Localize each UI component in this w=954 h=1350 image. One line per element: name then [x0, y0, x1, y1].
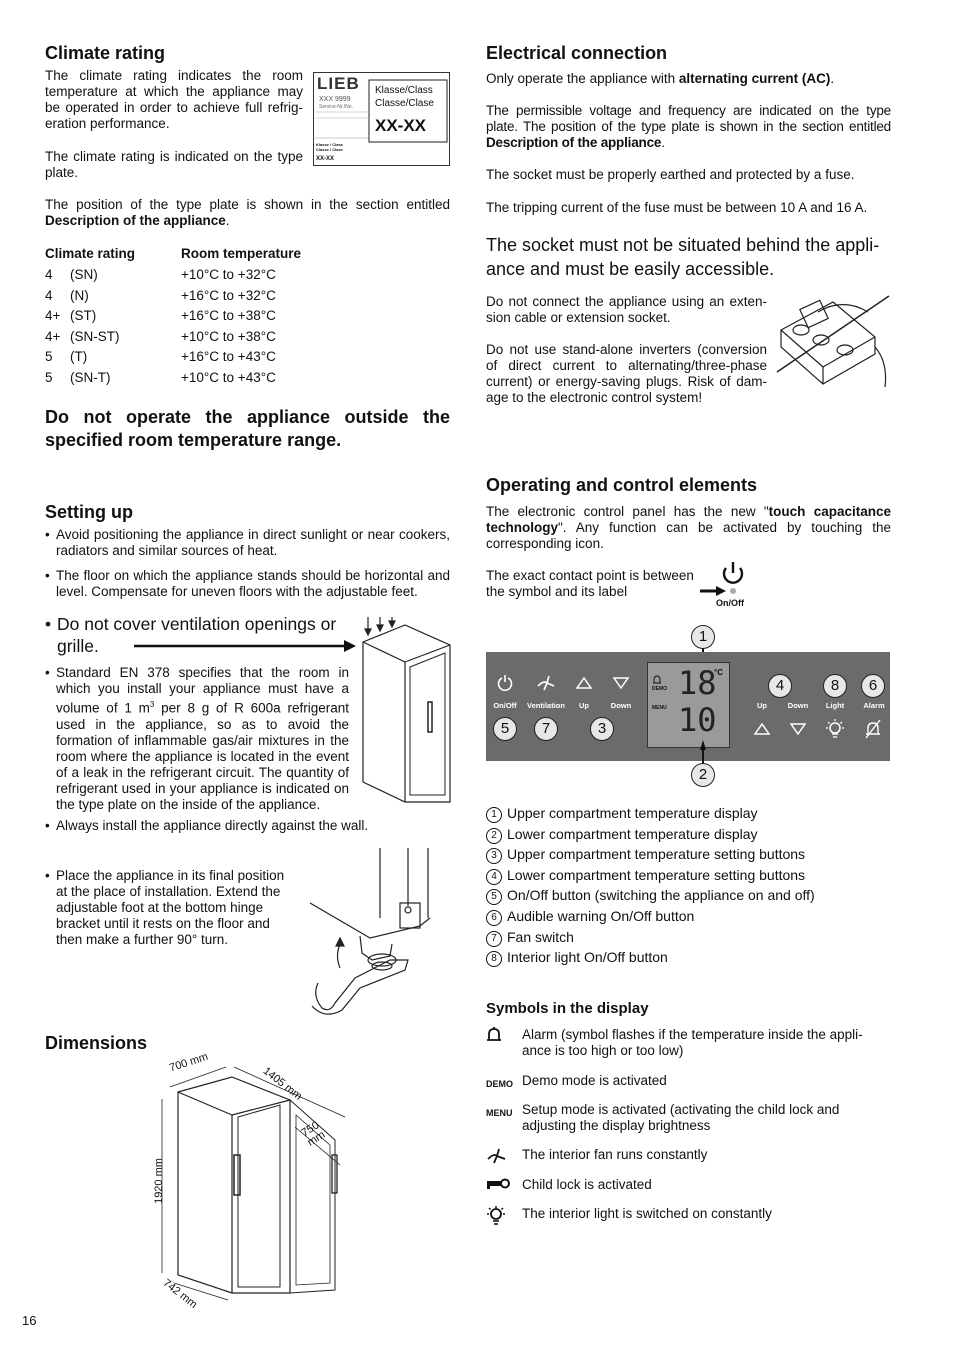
type-plate-small-value: XX-XX — [316, 156, 335, 162]
legend-text: On/Off button (switching the appliance on and off) — [507, 887, 815, 904]
panel-label-lower-down: Down — [787, 701, 809, 710]
setting-up-item-floor: • The floor on which the appliance stands should be horizontal and level. Compensate for uneven floors with the adjustable feet. — [45, 568, 450, 600]
on-off-icon[interactable] — [496, 674, 514, 692]
setting-up-list-2 — [45, 665, 349, 813]
legend-text: Lower compartment temperature setting buttons — [507, 866, 806, 883]
legend-item — [486, 824, 891, 845]
climate-temp-range: +16°C to +32°C — [181, 287, 276, 303]
climate-temp-range: +16°C to +38°C — [181, 308, 276, 323]
symbol-alarm-text: Alarm (symbol flashes if the temperature inside the appli-ance is too high or too low) — [522, 1027, 863, 1058]
legend-number: 6 — [486, 910, 502, 926]
setting-up-list-3 — [45, 818, 450, 834]
climate-table-row — [45, 308, 301, 329]
setting-up-item-foot: • Place the appliance in its final position at the place of installation. Extend the adjustable foot at the bottom hinge bracket until it rests on the floor and then make a further 90° turn. — [45, 868, 298, 948]
upper-down-icon[interactable] — [612, 676, 630, 690]
setting-up-list — [45, 527, 450, 600]
panel-label-light: Light — [825, 701, 845, 710]
ventilation-arrow — [134, 636, 356, 656]
legend-text: Lower compartment temperature display — [507, 825, 758, 842]
adjustable-foot-illustration — [300, 848, 435, 1016]
ventilation-warning: • Do not cover ventilation openings or grille. — [45, 614, 337, 656]
display-menu-tag: MENU — [652, 705, 667, 711]
operating-intro: The electronic control panel has the new "touch capacitance technology". Any function can be activated by touching the corresponding icon. — [486, 504, 891, 551]
electrical-heading: Electrical connection — [486, 43, 668, 63]
legend-number: 4 — [486, 869, 502, 885]
legend-text: Upper compartment temperature display — [507, 805, 758, 821]
electrical-fuse-text: The tripping current of the fuse must be between 10 A and 16 A. — [486, 200, 868, 215]
contact-point-label: On/Off — [716, 598, 744, 608]
legend-number: 8 — [486, 951, 502, 967]
climate-table-header-rating: Climate rating — [45, 246, 136, 261]
control-legend — [486, 803, 891, 968]
alarm-icon — [486, 1027, 516, 1050]
climate-class-number: 4 — [45, 287, 53, 303]
setting-up-list-4 — [45, 868, 298, 948]
callout-3: 3 — [590, 717, 614, 741]
climate-table — [45, 246, 301, 390]
type-plate-class-label: Klasse/Class Classe/Clase — [375, 85, 434, 109]
climate-temp-range: +10°C to +43°C — [181, 369, 276, 385]
dimension-750: 750 mm — [299, 1119, 328, 1149]
climate-intro: The climate rating indicates the room temperature at which the appliance may be operated in order to achieve full refrig-eration performance. — [45, 68, 303, 131]
display-lower-temp: 10 — [678, 701, 717, 739]
fridge-ventilation-illustration — [355, 617, 453, 807]
type-plate-model: XXX 9999 — [319, 96, 351, 103]
callout-2: 2 — [691, 763, 715, 787]
legend-number: 2 — [486, 828, 502, 844]
panel-label-lower-up: Up — [757, 701, 767, 710]
climate-table-row — [45, 329, 301, 350]
climate-class-number: 4 — [45, 267, 53, 282]
setting-up-heading: Setting up — [45, 502, 133, 522]
electrical-inverter-text: Do not use stand-alone inverters (conversion of direct current to alternating/three-phase current) or energy-saving plugs. Risk of dam-age to the electronic control system! — [486, 342, 767, 405]
alarm-mute-icon[interactable] — [863, 719, 883, 739]
operating-heading: Operating and control elements — [486, 475, 758, 495]
electrical-extension-text: Do not connect the appliance using an exten-sion cable or extension socket. — [486, 294, 767, 325]
callout-6: 6 — [861, 674, 885, 698]
climate-class-number: 4+ — [45, 328, 61, 344]
panel-label-upper-down: Down — [610, 701, 632, 710]
climate-class-code: (N) — [70, 287, 89, 303]
type-plate-illustration — [313, 72, 450, 166]
climate-class-code: (T) — [70, 349, 88, 364]
legend-item — [486, 906, 891, 927]
type-plate-small-label: Klasse / Class Classe / Clase — [316, 142, 343, 152]
legend-number: 5 — [486, 889, 502, 905]
climate-temp-range: +10°C to +38°C — [181, 328, 276, 344]
display-demo-tag: DEMO — [652, 686, 667, 692]
display-unit: °C — [714, 668, 723, 677]
climate-type-plate-text: The climate rating is indicated on the type plate. — [45, 149, 303, 180]
legend-item — [486, 947, 891, 968]
dimension-742: 742 mm — [160, 1277, 200, 1311]
callout-4: 4 — [768, 674, 792, 698]
callout-5: 5 — [493, 717, 517, 741]
climate-class-code: (SN-T) — [70, 369, 111, 385]
electrical-earthed-text: The socket must be properly earthed and protected by a fuse. — [486, 167, 855, 182]
dimension-1920: 1920 mm — [152, 1158, 165, 1204]
setting-up-item-sunlight: • Avoid positioning the appliance in direct sunlight or near cookers, radiators and similar sources of heat. — [45, 527, 450, 559]
climate-class-code: (ST) — [70, 308, 97, 323]
callout-8: 8 — [823, 674, 847, 698]
panel-label-upper-up: Up — [579, 701, 589, 710]
legend-text: Audible warning On/Off button — [507, 907, 695, 924]
climate-table-row — [45, 349, 301, 370]
menu-tag: MENU — [486, 1108, 513, 1118]
display-upper-temp: 18 — [678, 664, 717, 702]
callout-7: 7 — [534, 717, 558, 741]
legend-number: 1 — [486, 807, 502, 823]
symbol-light-text: The interior light is switched on constantly — [522, 1206, 772, 1221]
operating-contact-text: The exact contact point is between the symbol and its label — [486, 568, 694, 599]
climate-table-row — [45, 267, 301, 288]
light-bulb-icon — [486, 1206, 516, 1231]
climate-table-row — [45, 288, 301, 309]
legend-text: Fan switch — [507, 928, 574, 945]
control-panel — [486, 652, 890, 761]
upper-up-icon[interactable] — [575, 676, 593, 690]
climate-class-number: 5 — [45, 349, 53, 364]
legend-item — [486, 803, 891, 824]
climate-class-code: (SN) — [70, 267, 98, 282]
ventilation-icon[interactable] — [536, 674, 556, 692]
legend-item — [486, 865, 891, 886]
legend-item — [486, 927, 891, 948]
legend-number: 3 — [486, 848, 502, 864]
lower-down-icon[interactable] — [789, 722, 807, 736]
symbol-lock-text: Child lock is activated — [522, 1177, 652, 1192]
dimension-1405: 1405 mm — [260, 1065, 305, 1103]
climate-class-number: 5 — [45, 369, 53, 385]
climate-temp-range: +10°C to +32°C — [181, 267, 276, 282]
legend-text: Upper compartment temperature setting buttons — [507, 846, 806, 863]
climate-warning: Do not operate the appliance outside the specified room temperature range. — [45, 407, 450, 450]
display-alarm-icon — [652, 672, 662, 682]
callout-1: 1 — [691, 625, 715, 649]
crossed-extension-socket-illustration — [773, 292, 893, 394]
type-plate-class-value: XX-XX — [375, 116, 427, 135]
legend-number: 7 — [486, 931, 502, 947]
climate-class-number: 4+ — [45, 308, 61, 323]
type-plate-brand: LIEB — [317, 74, 360, 93]
climate-table-header-temp: Room temperature — [181, 246, 302, 261]
setting-up-item-en378: • Standard EN 378 specifies that the room in which you install your appliance must have a volume of 1 $m^3$ per 8 g of R 600a refrigerant used in the appliance, so as to avoid the formation of inflammable gas/air mixtures in the room where the appliance is located in the event of a leak in the refrigerant circuit. The quantity of refrigerant used in your appliance is indicated on the type plate on the inside of the appliance. — [45, 665, 349, 813]
climate-heading: Climate rating — [45, 43, 166, 63]
dimensions-heading: Dimensions — [45, 1033, 148, 1053]
climate-table-row — [45, 370, 301, 391]
type-plate-service: Service-Nr./No. — [319, 104, 353, 110]
climate-temp-range: +16°C to +43°C — [181, 349, 276, 364]
climate-position-text: The position of the type plate is shown in the section entitled Description of the appliance. — [45, 197, 450, 228]
fan-icon — [486, 1147, 516, 1170]
electrical-voltage-text: The permissible voltage and frequency are indicated on the type plate. The position of the type plate is shown in the section entitled Description of the appliance. — [486, 103, 891, 150]
symbol-demo-text: Demo mode is activated — [522, 1073, 667, 1088]
setting-up-item-wall: • Always install the appliance directly against the wall. — [45, 818, 450, 834]
contact-point-illustration — [698, 560, 753, 612]
panel-label-on-off: On/Off — [493, 701, 517, 710]
demo-tag: DEMO — [486, 1079, 513, 1089]
symbols-heading: Symbols in the display — [486, 1000, 649, 1017]
lower-up-icon[interactable] — [753, 722, 771, 736]
climate-class-code: (SN-ST) — [70, 328, 120, 344]
legend-text: Interior light On/Off button — [507, 949, 668, 966]
dimensions-illustration — [150, 1050, 365, 1311]
page-number: 16 — [22, 1313, 37, 1328]
panel-label-alarm: Alarm — [863, 701, 885, 710]
legend-item — [486, 844, 891, 865]
panel-label-ventilation: Ventilation — [527, 701, 565, 710]
temperature-display — [647, 662, 730, 748]
dimension-700: 700 mm — [168, 1050, 210, 1075]
light-icon[interactable] — [824, 719, 846, 739]
electrical-socket-warning: The socket must not be situated behind the appli-ance and must be easily accessible. — [486, 235, 880, 279]
legend-item — [486, 885, 891, 906]
symbol-menu-text: Setup mode is activated (activating the child lock and adjusting the display brightness — [522, 1102, 840, 1133]
key-icon — [486, 1177, 516, 1196]
electrical-ac-text: Only operate the appliance with alternating current (AC). — [486, 71, 835, 86]
symbol-fan-text: The interior fan runs constantly — [522, 1147, 708, 1162]
